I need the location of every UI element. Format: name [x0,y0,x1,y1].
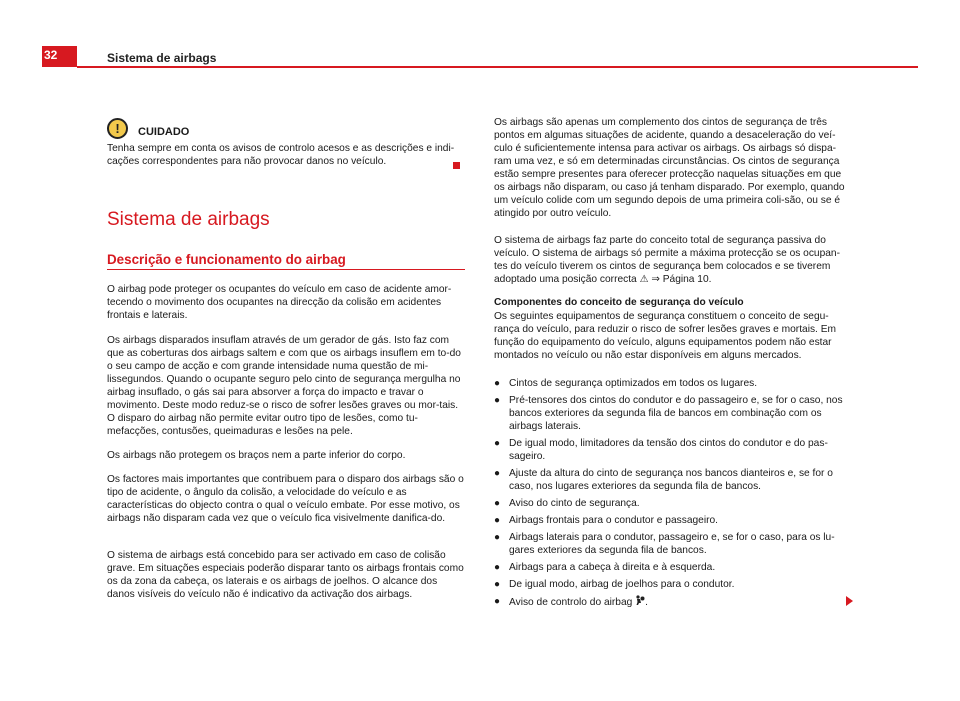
list-item: ● De igual modo, airbag de joelhos para o condutor. [494,579,735,590]
paragraph: O sistema de airbags está concebido para ser activado em caso de colisão grave. Em situações especiais poderão disparar tanto os airbags frontais como os da zona da cabeça, os laterais e os airbags de joelhos. O alcance dos danos visíveis do veículo não é indicativo da activação dos airbags. [107,550,464,600]
list-item: ● Airbags frontais para o condutor e passageiro. [494,515,718,526]
list-item: ● Airbags para a cabeça à direita e à esquerda. [494,562,716,573]
paragraph: Os airbags disparados insuflam através de um gerador de gás. Isto faz com que as coberturas dos airbags saltem e com que os airbags insuflem em to-do o seu campo de acção e com grande intensidade numa questão de mi-lissegundos. Quando o ocupante seguro pelo cinto de segurança mergulha no airbag insuflado, o gás sai para absorver a força do impacto e travar o movimento. Deste modo reduz-se o risco de sofrer lesões graves ou mor-tais. O disparo do airbag não permite evitar outro tipo de lesões, como tu-mefacções, contusões, queimaduras e lesões na pele. [107,335,461,437]
bullet-icon: ● [494,596,501,607]
page-number: 32 [44,48,58,62]
bullet-icon: ● [494,579,501,590]
bullet-icon: ● [494,395,501,406]
list-item: ● Aviso do cinto de segurança. [494,498,640,509]
bullet-icon: ● [494,562,501,573]
page-reference-link[interactable]: ⇒ Página 10. [651,274,712,285]
paragraph: Os airbags não protegem os braços nem a parte inferior do corpo. [107,450,406,461]
bullet-icon: ● [494,438,501,449]
section-title: Sistema de airbags [107,209,270,230]
paragraph: Os airbags são apenas um complemento dos cintos de segurança de três pontos em algumas situações de acidente, quando a desaceleração do veí-culo é suficientemente intensa para activar os airbags. Os airbags só dispa-ram uma vez, e só em determinadas circunstâncias. Os cintos de segurança estão sempre presentes para oferecer protecção naquelas situações em que os airbags não disparam, ou caso já tenham disparado. Por exemplo, quando um veículo colide com um segundo depois de uma primeira coli-são, ou se é atingido por outro veículo. [494,117,845,219]
list-item: ● Airbags laterais para o condutor, passageiro e, se for o caso, para os lu-gares exteriores da segunda fila de bancos. [494,532,835,556]
paragraph [494,234,852,286]
bullet-icon: ● [494,515,501,526]
bullet-icon: ● [494,468,501,479]
list-item: ● Pré-tensores dos cintos do condutor e do passageiro e, se for o caso, nos bancos exteriores da segunda fila de bancos em combinação com os airbags laterais. [494,395,843,432]
subsection-title: Descrição e funcionamento do airbag [107,252,346,267]
paragraph: Os seguintes equipamentos de segurança constituem o conceito de segu-rança do veículo, para reduzir o risco de sofrer lesões graves e mortais. Em função do equipamento do veículo, alguns equipamentos podem não estar montados no veículo ou não estar disponíveis em alguns mercados. [494,311,836,361]
header-title: Sistema de airbags [107,51,217,65]
header-rule [77,66,918,68]
page-header [0,0,960,70]
section-end-marker [453,162,460,169]
list-item: ● Aviso de controlo do airbag . [494,596,648,608]
bullet-icon: ● [494,378,501,389]
next-page-arrow-icon[interactable] [846,596,853,606]
subsection-rule [107,269,465,270]
exclamation-icon: ! [107,118,128,139]
caution-text: Tenha sempre em conta os avisos de controlo acesos e as descrições e indi-cações correspondentes para não provocar danos no veículo. [107,143,455,167]
paragraph-text: O sistema de airbags faz parte do conceito total de segurança passiva do veículo. O sistema de airbags só permite a máxima protecção se os ocupan-tes do veículo tiverem os cintos de segurança bem colocados e se tiverem adoptado uma posição correcta [494,235,840,285]
list-item: ● De igual modo, limitadores da tensão dos cintos do condutor e do pas-sageiro. [494,438,828,462]
airbag-icon [635,597,645,608]
bullet-icon: ● [494,532,501,543]
paragraph: Os factores mais importantes que contribuem para o disparo dos airbags são o tipo de acidente, o ângulo da colisão, a velocidade do veículo e as características do objecto contra o qual o veículo embate. Por esse motivo, os airbags não disparam cada vez que o veículo fica visivelmente danifica-do. [107,474,464,524]
components-heading: Componentes do conceito de segurança do veículo [494,297,744,308]
bullet-icon: ● [494,498,501,509]
list-item: ● Cintos de segurança optimizados em todos os lugares. [494,378,758,389]
paragraph: O airbag pode proteger os ocupantes do veículo em caso de acidente amor-tecendo o movimento dos ocupantes na direcção da colisão em acidentes frontais e laterais. [107,284,452,321]
safety-equipment-list [494,377,852,613]
list-item: ● Ajuste da altura do cinto de segurança nos bancos dianteiros e, se for o caso, nos lugares exteriores da segunda fila de bancos. [494,468,833,492]
caution-title: CUIDADO [138,126,190,138]
warning-triangle-icon: ⚠ [639,274,649,285]
